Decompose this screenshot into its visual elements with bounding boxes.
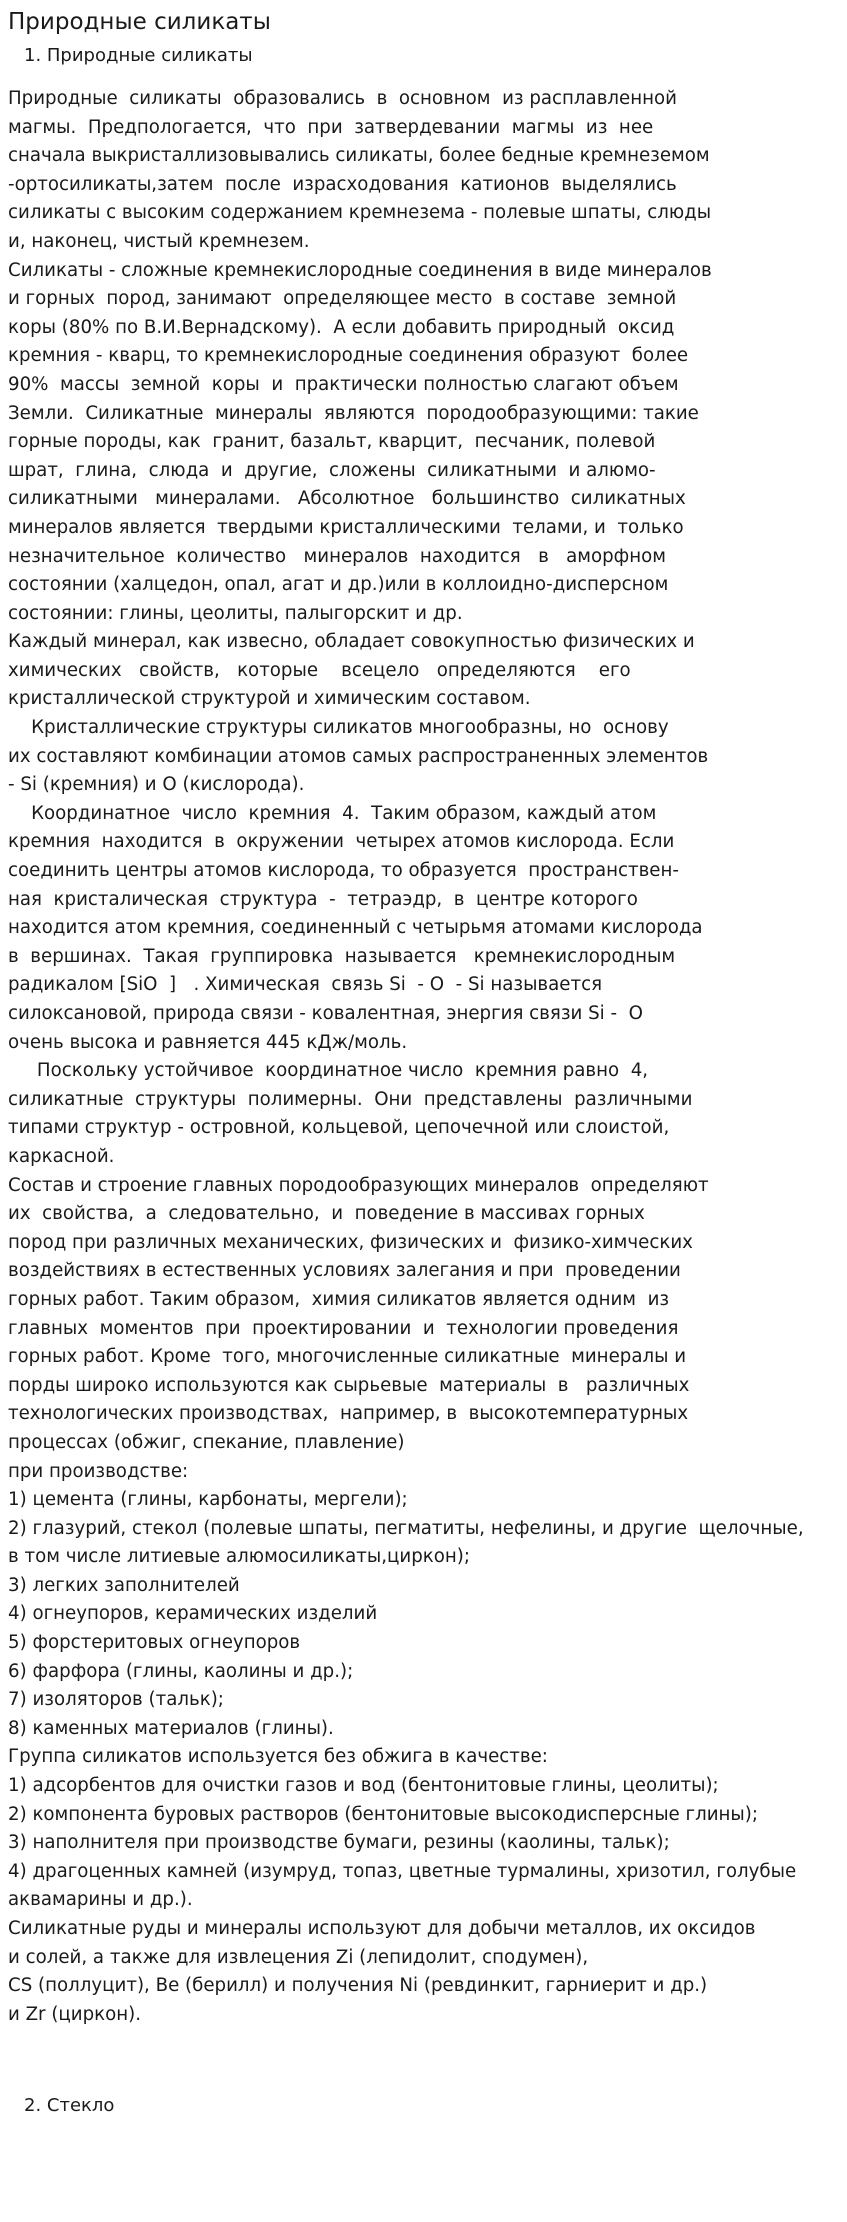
text-line: процессах (обжиг, спекание, плавление) (8, 1431, 405, 1453)
text-line: пород при различных механических, физических и физико-химческих (8, 1231, 693, 1253)
text-line: их составляют комбинации атомов самых распространенных элементов (8, 745, 709, 767)
text-line: аквамарины и др.). (8, 1889, 193, 1911)
text-line: Группа силикатов используется без обжига в качестве: (8, 1746, 548, 1768)
text-line: 7) изоляторов (тальк); (8, 1689, 224, 1711)
text-line: типами структур - островной, кольцевой, цепочечной или слоистой, (8, 1117, 670, 1139)
text-line: в том числе литиевые алюмосиликаты,циркон); (8, 1546, 471, 1568)
text-line: силикаты с высоким содержанием кремнезема - полевые шпаты, слюды (8, 202, 712, 224)
text-line: радикалом [SiO ] . Химическая связь Si - O - Si называется (8, 974, 603, 996)
text-line: Координатное число кремния 4. Таким образом, каждый атом (8, 802, 657, 824)
text-line: порды широко используются как сырьевые материалы в различных (8, 1374, 690, 1396)
text-line: 3) легких заполнителей (8, 1574, 240, 1596)
text-line: горные породы, как гранит, базальт, кварцит, песчаник, полевой (8, 431, 656, 453)
text-line: CS (поллуцит), Be (берилл) и получения Ni (ревдинкит, гарниерит и др.) (8, 1975, 708, 1997)
text-line: кремния - кварц, то кремнекислородные соединения образуют более (8, 345, 689, 367)
document-body (8, 85, 847, 2029)
text-line: 3) наполнителя при производстве бумаги, резины (каолины, тальк); (8, 1832, 670, 1854)
text-line: химических свойств, которые всецело определяются его (8, 659, 631, 681)
text-line: незначительное количество минералов находится в аморфном (8, 545, 666, 567)
text-line: находится атом кремния, соединенный с четырьмя атомами кислорода (8, 917, 703, 939)
text-line: их свойства, а следовательно, и поведение в массивах горных (8, 1203, 645, 1225)
text-line: в вершинах. Такая группировка называется кремнекислородным (8, 945, 676, 967)
text-line: главных моментов при проектировании и технологии проведения (8, 1317, 679, 1339)
text-line: 90% массы земной коры и практически полностью слагают объем (8, 373, 679, 395)
text-line: кремния находится в окружении четырех атомов кислорода. Если (8, 831, 675, 853)
text-line: коры (80% по В.И.Вернадскому). А если добавить природный оксид (8, 316, 675, 338)
text-line: горных работ. Таким образом, химия силикатов является одним из (8, 1288, 670, 1310)
text-line: Кристаллические структуры силикатов многообразны, но основу (8, 717, 669, 739)
section-heading-1: 1. Природные силикаты (24, 45, 253, 66)
text-line: силоксановой, природа связи - ковалентная, энергия связи Si - O (8, 1003, 643, 1024)
text-line: Поскольку устойчивое координатное число кремния равно 4, (8, 1060, 649, 1082)
text-line: состоянии: глины, цеолиты, палыгорскит и др. (8, 602, 463, 624)
text-line: 5) форстеритовых огнеупоров (8, 1632, 301, 1654)
text-line: 6) фарфора (глины, каолины и др.); (8, 1660, 354, 1682)
text-line: 8) каменных материалов (глины). (8, 1717, 334, 1739)
text-line: каркасной. (8, 1145, 115, 1167)
text-line: 2) компонента буровых растворов (бентонитовые высокодисперсные глины); (8, 1803, 759, 1825)
text-line: и солей, а также для извлецения Zi (лепидолит, сподумен), (8, 1946, 589, 1968)
text-line: горных работ. Кроме того, многочисленные силикатные минералы и (8, 1346, 687, 1368)
text-line: Каждый минерал, как извесно, обладает совокупностью физических и (8, 631, 695, 653)
text-line: сначала выкристаллизовывались силикаты, более бедные кремнеземом (8, 145, 710, 167)
section-heading-2: 2. Стекло (24, 2095, 115, 2116)
text-line: Состав и строение главных породообразующих минералов определяют (8, 1174, 709, 1196)
text-line: -ортосиликаты,затем после израсходования катионов выделялись (8, 173, 677, 195)
text-line: ная кристалическая структура - тетраэдр, в центре которого (8, 888, 638, 910)
text-line: Земли. Силикатные минералы являются породообразующими: такие (8, 402, 699, 424)
text-line: 4) огнеупоров, керамических изделий (8, 1603, 378, 1625)
document-title: Природные силикаты (8, 9, 271, 35)
text-line: 1) адсорбентов для очистки газов и вод (бентонитовые глины, цеолиты); (8, 1775, 719, 1797)
text-line: воздействиях в естественных условиях залегания и при проведении (8, 1260, 681, 1282)
text-line: шрат, глина, слюда и другие, сложены силикатными и алюмо- (8, 459, 656, 481)
text-line: и Zr (циркон). (8, 2003, 142, 2025)
text-line: технологических производствах, например, в высокотемпературных (8, 1403, 689, 1425)
text-line: Природные силикаты образовались в основном из расплавленной (8, 88, 677, 109)
text-line: и горных пород, занимают определяющее место в составе земной (8, 288, 677, 310)
text-line: магмы. Предпологается, что при затвердевании магмы из нее (8, 116, 654, 138)
text-line: очень высока и равняется 445 кДж/моль. (8, 1031, 408, 1053)
text-line: соединить центры атомов кислорода, то образуется пространствен- (8, 860, 679, 882)
text-line: при производстве: (8, 1460, 189, 1482)
text-line: 2) глазурий, стекол (полевые шпаты, пегматиты, нефелины, и другие щелочные, (8, 1517, 804, 1539)
text-line: минералов является твердыми кристаллическими телами, и только (8, 516, 684, 538)
text-line: силикатные структуры полимерны. Они представлены различными (8, 1088, 693, 1110)
text-line: 1) цемента (глины, карбонаты, мергели); (8, 1489, 408, 1511)
text-line: состоянии (халцедон, опал, агат и др.)или в коллоидно-дисперсном (8, 574, 669, 596)
text-line: Силикаты - сложные кремнекислородные соединения в виде минералов (8, 259, 712, 281)
text-line: - Si (кремния) и O (кислорода). (8, 774, 305, 796)
text-line: силикатными минералами. Абсолютное большинство силикатных (8, 488, 686, 510)
text-line: Силикатные руды и минералы используют для добычи металлов, их оксидов (8, 1918, 756, 1939)
text-line: и, наконец, чистый кремнезем. (8, 230, 310, 252)
text-line: 4) драгоценных камней (изумруд, топаз, цветные турмалины, хризотил, голубые (8, 1860, 797, 1882)
text-line: кристаллической структурой и химическим составом. (8, 688, 531, 710)
